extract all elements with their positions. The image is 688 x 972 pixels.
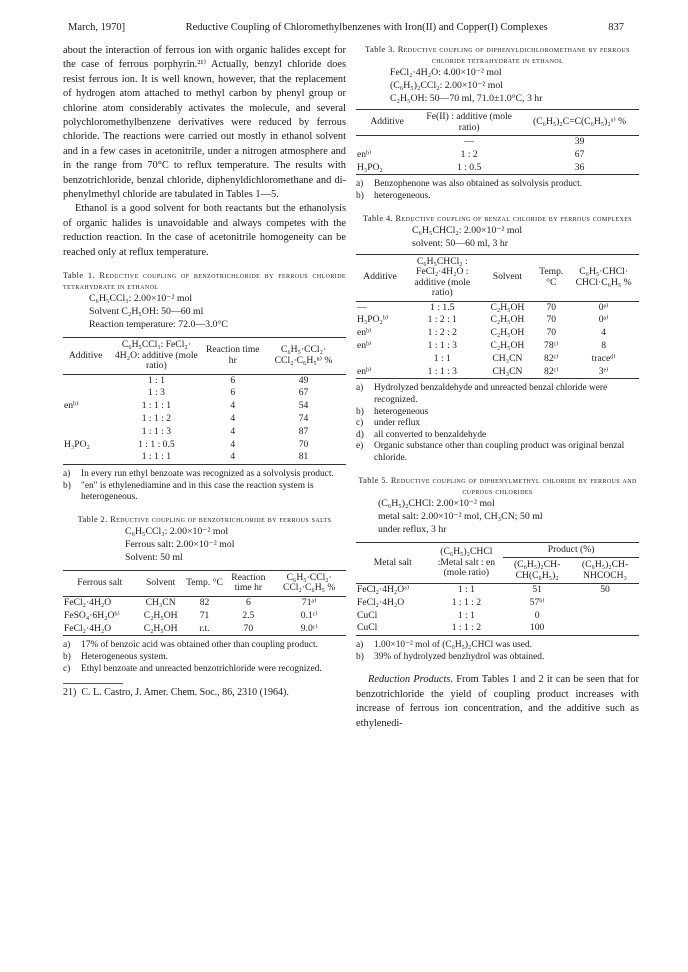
table3-footnotes: a) Benzophenone was also obtained as solvolysis product. b) heterogeneous. — [356, 179, 583, 201]
table3-header: (C₆H₅)₂C=C(C₆H₅)₂ᵃ⁾ % — [520, 110, 639, 136]
table5-title: Reductive coupling of diphenylmethyl chloride by ferrous and cuprous chlorides — [390, 475, 637, 496]
table-row: FeCl₂·4H₂O CH₃CN 82 6 71ᵃ⁾ — [64, 596, 317, 608]
table5-header: (C₆H₅)₂CH- CH(C₆H₅)₂ — [503, 558, 571, 584]
table-row: enᵇ⁾ 1 : 2 : 2 C₂H₅OH 70 4 — [357, 327, 607, 339]
table-row: CuCl 1 : 1 : 2 100 — [356, 622, 639, 635]
table-row: 1 : 3 6 67 — [147, 387, 309, 399]
table1-condition: C₆H₅CCl₃: 2.00×10⁻² mol — [89, 293, 193, 305]
table4-condition: C₆H₅CHCl₂: 2.00×10⁻² mol — [412, 224, 523, 236]
section-heading: Reduction Products. — [368, 674, 454, 686]
page-number: 837 — [608, 22, 624, 33]
table5 — [356, 542, 639, 637]
table1-title: Reductive coupling of benzotrichloride by ferrous chloride tetrahydrate in ethanol — [63, 271, 346, 292]
table3 — [356, 109, 639, 175]
table-row: enᵇ⁾ 1 : 1 : 3 CH₃CN 82ᶜ⁾ 3ᵉ⁾ — [356, 366, 639, 379]
table2-condition: C₆H₅CCl₃: 2.00×10⁻² mol — [125, 525, 229, 537]
table-row: — 39 — [464, 136, 585, 147]
table-row: H₃PO₂ᵇ⁾ 1 : 2 : 1 C₂H₅OH 70 0ᵃ⁾ — [357, 314, 609, 326]
table3-title: Reductive coupling of diphenyldichloromethane by ferrous chloride tetrahydrate in ethanol — [397, 45, 630, 65]
table5-condition: (C₆H₅)₂CHCl: 2.00×10⁻² mol — [378, 497, 495, 509]
table-row: enᵇ⁾ 1 : 2 67 — [357, 148, 585, 160]
table5-condition: under reflux, 3 hr — [378, 523, 447, 535]
table3-label: Table 3. — [365, 45, 396, 54]
table5-condition: metal salt: 2.00×10⁻² mol, CH₃CN; 50 ml — [378, 510, 543, 522]
table2-condition: Solvent: 50 ml — [125, 551, 183, 563]
right-column — [356, 44, 639, 731]
table3-header: Fe(II) : additive (mole ratio) — [418, 110, 520, 136]
table-row: 1 : 1 : 1 4 81 — [63, 451, 346, 464]
table1-header: Reaction time hr — [204, 338, 261, 375]
table-row: H₃PO₂ 1 : 0.5 36 — [356, 162, 639, 175]
table2-header: Ferrous salt — [63, 570, 137, 596]
table-row: FeCl₂·4H₂Oᵃ⁾ 1 : 1 51 50 — [357, 584, 610, 596]
footnote-rule — [63, 683, 123, 684]
table1-condition: Solvent C₂H₅OH: 50—60 ml — [89, 306, 204, 318]
reference-text: C. L. Castro, J. Amer. Chem. Soc., 86, 2310 (1964). — [81, 687, 289, 699]
table1-conditions — [63, 292, 346, 331]
footnote: 1.00×10⁻² mol of (C₆H₅)₂CHCl was used. — [374, 640, 533, 651]
table4-label: Table 4. — [362, 213, 394, 223]
table2-condition: Ferrous salt: 2.00×10⁻² mol — [125, 538, 235, 550]
table-row: CuCl 1 : 1 0 — [357, 609, 540, 621]
table3-condition: FeCl₂·4H₂O: 4.00×10⁻² mol — [390, 67, 502, 78]
table5-caption — [356, 475, 639, 497]
table3-header: Additive — [356, 110, 418, 136]
table1-header: Additive — [63, 338, 108, 375]
table3-caption — [356, 44, 639, 66]
section-body: From Tables 1 and 2 it can be seen that for benzotrichloride the yield of coupling product increases with increase of ferrous ion concentration, and the additive such as ethylenedi- — [356, 674, 639, 729]
header-date: March, 1970] — [68, 22, 126, 33]
body-paragraph-1: about the interaction of ferrous ion with organic halides except for the case of ferrous porphyrin.²¹⁾ Actually, benzyl chloride does resist ferrous ion. It is well known, however, that the replacement of hydrogen atom attached to methyl carbon by phenyl group or chlorine atom considerably activates the molecule, and several polychloromethylbenzene derivatives were reduced by ferrous chloride. The reactions were carried out mostly in ethanol solvent and in a few cases in acetonitrile, under a nitrogen atmosphere and in the range from 70°C to reflux temperature. The results with benzotrichloride, benzal chloride, diphenyldichloromethane and di-phenylmethyl chloride are tabulated in Tables 1—5. — [63, 45, 346, 201]
table2-conditions — [63, 525, 346, 564]
table4-header: C₆H₅·CHCl· CHCl·C₆H₅ % — [568, 254, 639, 301]
table-row: FeCl₂·4H₂O C₂H₅OH r.t. 70 9.0ᶜ⁾ — [63, 623, 346, 636]
footnote: under reflux — [374, 418, 421, 429]
table5-header: (C₆H₅)₂CH- NHCOCH₃ — [571, 558, 639, 584]
table-row: H₃PO₂ 1 : 1 : 0.5 4 70 — [64, 438, 309, 450]
footnote: In every run ethyl benzoate was recognized as a solvolysis product. — [81, 469, 334, 480]
footnote: all converted to benzaldehyde — [374, 429, 487, 440]
table4-footnotes: a) Hydrolyzed benzaldehyde and unreacted benzal chloride were recognized. b) heterogeneous c) under reflux d) all converted to benzaldehyde e) Organic substance other than coupling product was original benzal chloride. — [356, 383, 639, 464]
table2-header: Temp. °C — [185, 570, 225, 596]
body-paragraph-3 — [356, 673, 639, 731]
table2 — [63, 570, 346, 636]
table4-caption — [356, 213, 639, 224]
table4-title: Reductive coupling of benzal chloride by ferrous complexes — [395, 213, 632, 223]
footnote: Heterogeneous system. — [81, 651, 168, 662]
table5-header: Product (%) — [503, 542, 639, 558]
table-row: 1 : 1 : 3 4 87 — [141, 425, 309, 437]
reference-footnote: 21) C. L. Castro, J. Amer. Chem. Soc., 86, 2310 (1964). — [63, 687, 289, 699]
table1-caption — [63, 270, 346, 292]
table2-header: C₆H₅·CCl₂· CCl₂·C₆H₅ % — [272, 570, 346, 596]
table1-header: C₆H₅·CCl₂· CCl₂·C₆H₅ⁿ⁾ % — [261, 338, 346, 375]
table4-condition: solvent: 50—60 ml, 3 hr — [412, 237, 509, 249]
left-column — [63, 44, 346, 699]
body-paragraph-2: Ethanol is a good solvent for both reactants but the ethanolysis of organic halides is unavoidable and always competes with the reduction reaction. In the case of acetonitrile homogeneity can be reached only at reflux temperature. — [63, 203, 346, 258]
footnote: heterogeneous. — [374, 190, 431, 201]
footnote: Benzophenone was also obtained as solvolysis product. — [374, 179, 583, 190]
table1 — [63, 337, 346, 465]
footnote: "en" is ethylenediamine and in this case the reaction system is heterogeneous. — [81, 480, 314, 503]
table-row: enᵇ⁾ 1 : 1 : 3 C₂H₅OH 78ᶜ⁾ 8 — [357, 339, 607, 351]
header-title: Reductive Coupling of Chloromethylbenzenes with Iron(II) and Copper(I) Complexes — [185, 22, 548, 33]
table2-header: Solvent — [137, 570, 185, 596]
table2-label: Table 2. — [77, 514, 108, 524]
table5-header: (C₆H₅)₂CHCl :Metal salt : en (mole ratio) — [430, 542, 504, 584]
table4 — [356, 254, 639, 380]
table-row: 1 : 1 CH₃CN 82ᶜ⁾ traceᵈ⁾ — [433, 352, 616, 364]
table-row: FeCl₂·4H₂O 1 : 1 : 2 57ᵇ⁾ — [357, 596, 545, 608]
table4-conditions — [356, 224, 639, 250]
table-row: 1 : 1 : 2 4 74 — [141, 412, 309, 424]
footnote: Hydrolyzed benzaldehyde and unreacted benzal chloride were recognized. — [374, 383, 608, 405]
table5-footnotes: a) 1.00×10⁻² mol of (C₆H₅)₂CHCl was used. b) 39% of hydrolyzed benzhydrol was obtained. — [356, 640, 545, 662]
table4-header: Temp. °C — [534, 254, 568, 301]
footnote: 17% of benzoic acid was obtained other than coupling product. — [81, 640, 318, 651]
running-header — [68, 22, 624, 33]
table2-header: Reaction time hr — [224, 570, 272, 596]
footnote: 39% of hydrolyzed benzhydrol was obtained. — [374, 651, 545, 662]
table3-conditions — [356, 66, 639, 105]
table5-header: Metal salt — [356, 542, 430, 584]
table-row: — 1 : 1.5 C₂H₅OH 70 0ᵃ⁾ — [357, 301, 609, 313]
table4-header: Solvent — [481, 254, 535, 301]
table-row: FeSO₄·6H₂Oᵇ⁾ C₂H₅OH 71 2.5 0.1ᶜ⁾ — [64, 609, 318, 621]
table2-footnotes: a) 17% of benzoic acid was obtained other than coupling product. b) Heterogeneous system. c) Ethyl benzoate and unreacted benzotrichloride were recognized. — [63, 640, 322, 674]
footnote: Ethyl benzoate and unreacted benzotrichloride were recognized. — [81, 663, 322, 674]
table4-header: Additive — [356, 254, 404, 301]
table1-condition: Reaction temperature: 72.0—3.0°C — [89, 319, 228, 331]
footnote: Organic substance other than coupling product was original benzal chloride. — [374, 441, 625, 463]
table3-condition: C₂H₅OH: 50—70 ml, 71.0±1.0°C, 3 hr — [390, 93, 543, 104]
footnote: heterogeneous — [374, 406, 429, 417]
table5-conditions — [356, 497, 639, 536]
table4-header: C₆H₅CHCl₂ : FeCl₂·4H₂O : additive (mole ratio) — [404, 254, 480, 301]
table1-footnotes: a) In every run ethyl benzoate was recognized as a solvolysis product. b) "en" is ethylenediamine and in this case the reaction system is heterogeneous. — [63, 469, 346, 504]
table-row: 1 : 1 6 49 — [147, 374, 309, 386]
table5-label: Table 5. — [358, 475, 389, 485]
table3-condition: (C₆H₅)₂CCl₂: 2.00×10⁻² mol — [390, 80, 504, 91]
table2-caption — [63, 514, 346, 525]
table1-header: C₆H₅CCl₃: FeCl₂· 4H₂O: additive (mole ratio) — [108, 338, 204, 375]
table2-title: Reductive coupling of benzotrichloride by ferrous salts — [110, 514, 332, 524]
table-row: enᵇ⁾ 1 : 1 : 1 4 54 — [64, 400, 309, 412]
table1-label: Table 1. — [63, 271, 95, 281]
